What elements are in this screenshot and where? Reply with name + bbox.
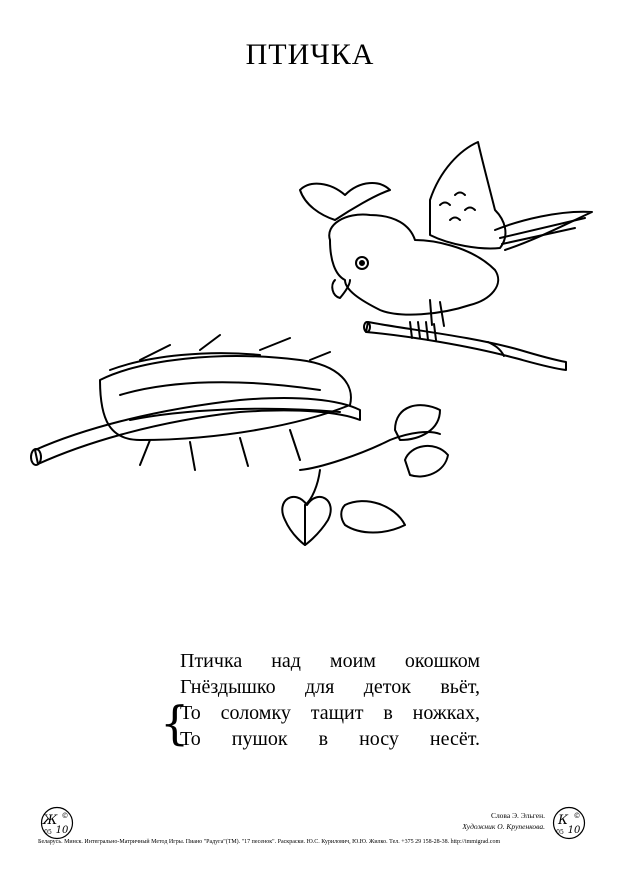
credits-words: Слова Э. Эльген.	[490, 811, 545, 820]
leaf-icon	[282, 405, 448, 545]
poem-brace: {	[160, 696, 190, 750]
poem-line: Птичка над моим окошком	[180, 650, 480, 672]
logo-left-bottom: 10	[55, 825, 69, 836]
bird-icon	[300, 142, 592, 326]
nest-icon	[31, 335, 360, 470]
logo-right	[552, 806, 586, 840]
page-title: ПТИЧКА	[245, 38, 375, 71]
logo-left	[40, 806, 74, 840]
poem	[180, 648, 480, 752]
logo-left-top: Ж	[42, 813, 58, 828]
footer: Беларусь. Минск. Интегрально-Матричный Метод Игры. Пиано "Радуга"(ТМ). "17 песенок". Раскраски. Ю.С. Курилович, Ю.Ю. Жилко. Тел. +375 29 158-28-38. http://immigrad.com	[38, 839, 501, 845]
poem-line: То соломку тащит в ножках,	[180, 702, 480, 724]
logo-right-top: К	[557, 813, 569, 828]
logo-right-mark: ©	[573, 812, 581, 820]
logo-right-year: 05	[556, 829, 564, 836]
credits-artist: Художник О. Крупенкова.	[462, 822, 545, 831]
logo-right-bottom: 10	[567, 825, 581, 836]
credits	[462, 810, 545, 832]
logo-left-year: 05	[44, 829, 52, 836]
branch-icon	[364, 322, 566, 370]
poem-line: Гнёздышко для деток вьёт,	[180, 676, 480, 698]
poem-line: То пушок в носу несёт.	[180, 728, 480, 750]
logo-left-mark: ©	[61, 812, 69, 820]
